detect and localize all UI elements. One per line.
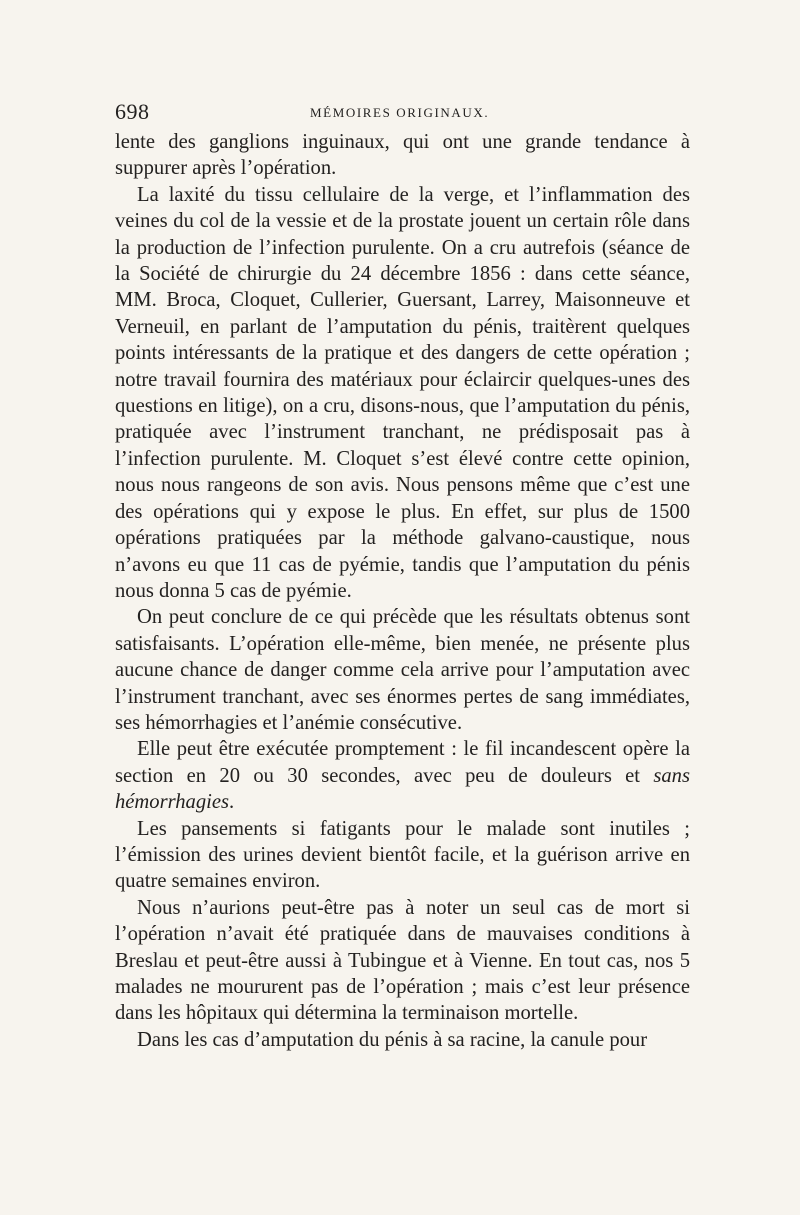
paragraph-execution	[115, 736, 690, 815]
paragraph-text: lente des ganglions inguinaux, qui ont une grande tendance à suppurer après l’opération.	[115, 131, 690, 180]
paragraph-text: La laxité du tissu cellulaire de la verge, et l’inflammation des veines du col de la vessie et de la prostate jouent un certain rôle dans la production de l’infection purulente. On a cru autrefois (séance de la Société de chirurgie du 24 décembre 1856 : dans cette séance, MM. Broca, Cloquet, Cullerier, Guersant, Larrey, Maisonneuve et Verneuil, en parlant de l’amputation du pénis, traitèrent quelques points intéressants de la pratique et des dangers de cette opération ; notre travail fournira des matériaux pour éclaircir quelques-unes des questions en litige), on a cru, disons-nous, que l’amputation du pénis, pratiquée avec l’instrument tranchant, ne prédisposait pas à l’infection purulente. M. Cloquet s’est élevé contre cette opinion, nous nous rangeons de son avis. Nous pensons même que c’est une des opérations qui y expose le plus. En effet, sur plus de 1500 opérations pratiquées par la méthode galvano-caustique, nous n’avons eu que 11 cas de pyémie, tandis que l’amputation du pénis nous donna 5 cas de pyémie.	[115, 183, 690, 602]
running-head: MÉMOIRES ORIGINAUX.	[310, 105, 490, 120]
page-header	[115, 93, 690, 129]
paragraph-continuation	[115, 129, 690, 182]
paragraph-infection-purulente	[115, 182, 690, 605]
page-number: 698	[115, 99, 150, 124]
body-text	[115, 129, 690, 1053]
paragraph-text: Les pansements si fatigants pour le malade sont inutiles ; l’émission des urines devient bientôt facile, et la guérison arrive en quatre semaines environ.	[115, 817, 690, 893]
paragraph-text: Elle peut être exécutée promptement : le fil incandescent opère la section en 20 ou 30 secondes, avec peu de douleurs et	[115, 738, 690, 787]
paragraph-end-punctuation: .	[229, 791, 235, 814]
paragraph-cas-de-mort	[115, 895, 690, 1027]
paragraph-text: Dans les cas d’amputation du pénis à sa racine, la canule pour	[137, 1028, 648, 1051]
italic-phrase: sans hémorrhagies	[115, 764, 690, 814]
paragraph-resultats	[115, 604, 690, 736]
paragraph-amputation-racine	[115, 1027, 690, 1053]
book-page	[115, 93, 690, 1123]
paragraph-text: Nous n’aurions peut-être pas à noter un seul cas de mort si l’opération n’avait été pratiquée dans de mauvaises conditions à Breslau et peut-être aussi à Tubingue et à Vienne. En tout cas, nos 5 malades ne moururent pas de l’opération ; mais c’est leur présence dans les hôpitaux qui détermina la terminaison mortelle.	[115, 896, 690, 1025]
paragraph-pansements	[115, 816, 690, 895]
paragraph-text: On peut conclure de ce qui précède que les résultats obtenus sont satisfaisants. L’opération elle-même, bien menée, ne présente plus aucune chance de danger comme cela arrive pour l’amputation avec l’instrument tranchant, avec ses énormes pertes de sang immédiates, ses hémorrhagies et l’anémie consécutive.	[115, 606, 690, 734]
